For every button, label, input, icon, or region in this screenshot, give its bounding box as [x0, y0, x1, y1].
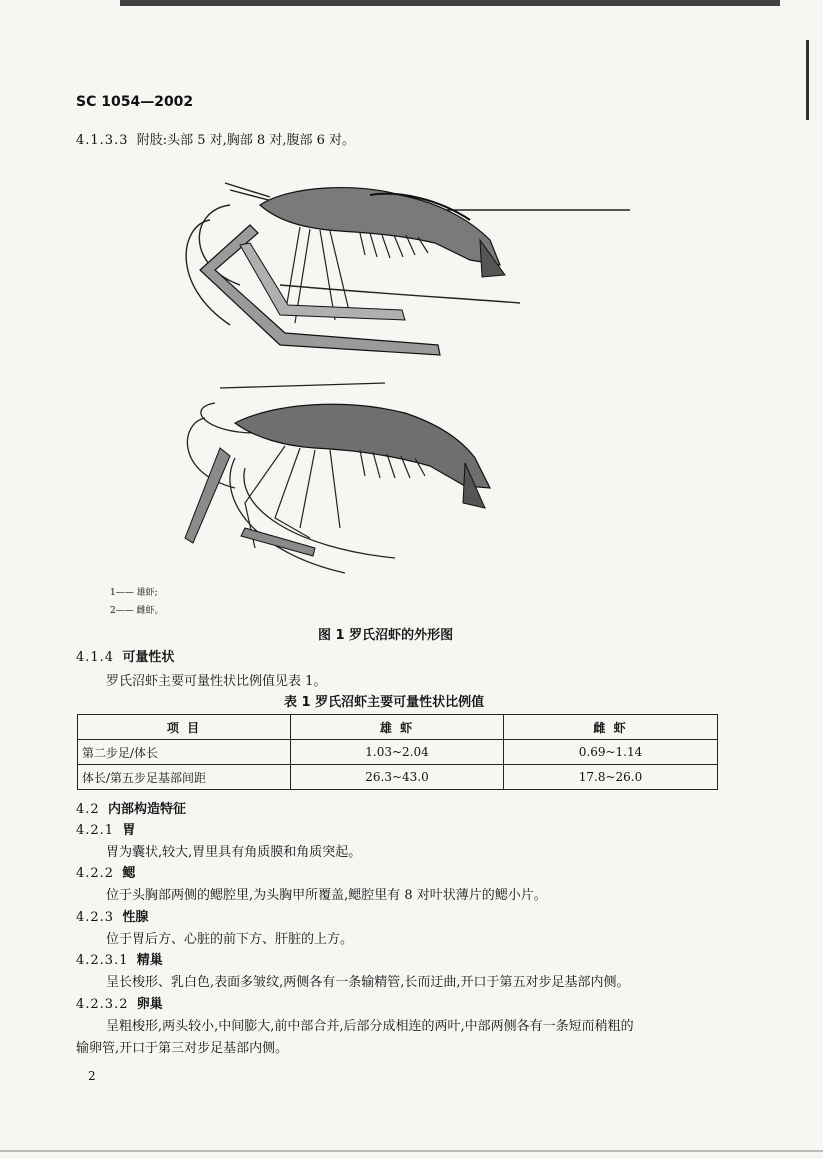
table-caption: 表 1 罗氏沼虾主要可量性状比例值 — [284, 695, 485, 710]
section-4-2-2-heading — [76, 866, 135, 882]
row-item: 第二步足/体长 — [78, 740, 291, 765]
section-4-1-4-heading — [76, 650, 174, 666]
section-title: 鳃 — [122, 866, 136, 881]
section-4-2-3-2-text-line2: 输卵管,开口于第三对步足基部内侧。 — [76, 1041, 289, 1056]
row-male-value: 1.03~2.04 — [291, 740, 504, 765]
section-title: 卵巢 — [136, 997, 163, 1012]
section-4-2-heading — [76, 802, 186, 818]
section-number: 4.2.3.1 — [76, 953, 129, 968]
section-4-2-3-1-heading — [76, 953, 163, 969]
section-4-2-3-2-text-line1: 呈粗梭形,两头较小,中间膨大,前中部合并,后部分成相连的两叶,中部两侧各有一条短而稍粗的 — [106, 1019, 634, 1034]
section-number: 4.1.3.3 — [76, 133, 129, 148]
row-female-value: 0.69~1.14 — [504, 740, 718, 765]
section-number: 4.1.4 — [76, 650, 115, 665]
table-row — [78, 740, 718, 765]
scan-artifact-top — [120, 0, 780, 6]
section-title: 精巢 — [136, 953, 163, 968]
table-row — [78, 765, 718, 790]
section-4-2-3-heading — [76, 910, 148, 926]
section-4-2-3-text: 位于胃后方、心脏的前下方、肝脏的上方。 — [106, 932, 354, 947]
section-4-2-2-text: 位于头胸部两侧的鳃腔里,为头胸甲所覆盖,鳃腔里有 8 对叶状薄片的鳃小片。 — [106, 888, 547, 903]
female-shrimp-illustration — [175, 378, 515, 578]
section-title: 可量性状 — [122, 650, 175, 665]
section-number: 4.2.3.2 — [76, 997, 129, 1012]
section-title: 性腺 — [122, 910, 149, 925]
scan-artifact-right — [806, 40, 809, 120]
figure-legend-male: 1—— 雄虾; — [110, 588, 158, 598]
section-number: 4.2.2 — [76, 866, 115, 881]
male-shrimp-illustration — [170, 165, 650, 370]
section-number: 4.2.3 — [76, 910, 115, 925]
section-4-1-4-text: 罗氏沼虾主要可量性状比例值见表 1。 — [106, 674, 327, 689]
section-title: 内部构造特征 — [107, 802, 186, 817]
row-female-value: 17.8~26.0 — [504, 765, 718, 790]
figure-caption: 图 1 罗氏沼虾的外形图 — [318, 628, 454, 643]
section-number: 4.2 — [76, 802, 100, 817]
row-male-value: 26.3~43.0 — [291, 765, 504, 790]
section-text: 附肢:头部 5 对,胸部 8 对,腹部 6 对。 — [136, 133, 356, 148]
standard-code: SC 1054—2002 — [76, 94, 194, 110]
section-4-2-1-heading — [76, 823, 135, 839]
section-4-1-3-3 — [76, 133, 355, 149]
section-4-2-3-2-heading — [76, 997, 163, 1013]
header-item: 项 目 — [78, 715, 291, 740]
page-number: 2 — [88, 1069, 96, 1083]
section-number: 4.2.1 — [76, 823, 115, 838]
section-title: 胃 — [122, 823, 136, 838]
figure-legend-female: 2—— 雌虾。 — [110, 606, 164, 616]
scan-artifact-bottom — [0, 1150, 823, 1152]
row-item: 体长/第五步足基部间距 — [78, 765, 291, 790]
section-4-2-1-text: 胃为囊状,较大,胃里具有角质膜和角质突起。 — [106, 845, 362, 860]
header-female: 雌 虾 — [504, 715, 718, 740]
table-header-row — [78, 715, 718, 740]
ratio-table — [77, 714, 718, 790]
header-male: 雄 虾 — [291, 715, 504, 740]
section-4-2-3-1-text: 呈长梭形、乳白色,表面多皱纹,两侧各有一条输精管,长而迂曲,开口于第五对步足基部内侧。 — [106, 975, 630, 990]
